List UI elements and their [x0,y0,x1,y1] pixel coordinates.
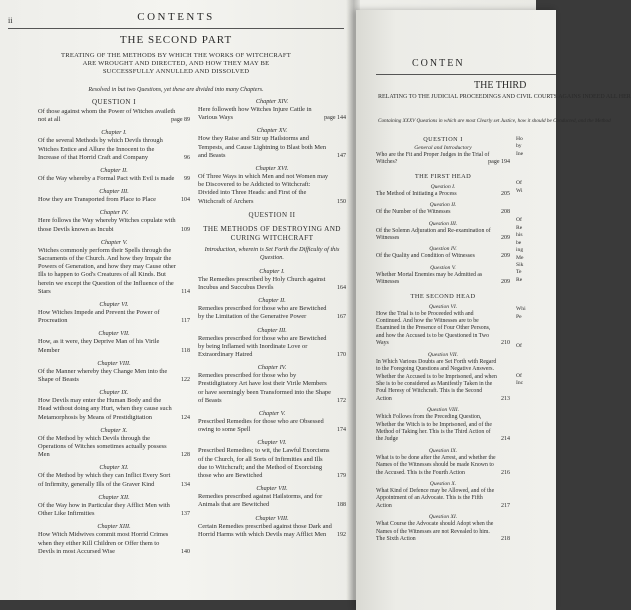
chapter-label: Question III. [428,220,458,227]
chapter-label: Question I. [430,183,456,190]
chapter-label: Chapter I. [101,129,127,137]
chapter-label: Question IV. [429,246,457,253]
cropped-text-fragment [516,329,536,336]
contents-entry [376,228,510,243]
chapter-label: Question X. [429,480,457,487]
chapter-label: Chapter I. [259,267,285,275]
entry-page-number: page 89 [171,117,190,124]
chapter-label: Question VIII. [426,407,459,414]
question-heading: QUESTION I [91,98,137,106]
contents-entry [198,305,346,321]
contents-entry [376,253,510,260]
entry-title: Of the Solemn Adjuration and Re-examination of Witnesses [376,227,491,242]
entry-list [198,268,346,539]
cropped-text-fragment: Re [516,276,523,283]
contents-entry [198,173,346,206]
chapter-label: Question XI. [428,514,458,521]
header-rule [8,28,344,29]
chapter-label: Chapter V. [100,238,128,246]
chapter-label: Chapter IV. [257,364,287,372]
page-number: ii [8,16,13,25]
entry-page-number: 209 [501,253,510,260]
entry-page-number: 170 [337,352,346,359]
cropped-text-fragment: Sik [516,261,524,268]
chapter-label: Chapter XV. [256,127,288,135]
contents-entry [198,447,346,480]
entry-page-number: 128 [181,452,190,459]
entry-title: Remedies prescribed for those who are Bewitched by the Limitation of the Generative Power [198,305,327,321]
entry-title: Of the Number of the Witnesses [376,209,451,216]
entry-page-number: 117 [181,318,190,325]
entry-title: Of the Way how in Particular they Afflict Men with Other Like Infirmities [38,501,170,518]
contents-entry [376,272,510,287]
entry-title: What is to be done after the Arrest, and whether the Names of the Witnesses should be made Known to the Accused. This is the Fourth Action [376,454,496,476]
contents-title: CONTEN [412,58,465,69]
entry-title: What Kind of Defence may be Allowed, and of the Appointment of an Advocate. This is the Fifth Action [376,487,495,509]
chapter-label: Chapter VIII. [97,359,131,367]
question-intro: Introduction, wherein is Set Forth the Difficulty of this Question. [204,245,340,261]
cropped-text-fragment: be [516,239,522,246]
entry-page-number: 150 [337,198,346,205]
entry-page-number: 140 [181,548,190,555]
entry-page-number: 96 [184,154,190,161]
entry-title: Here follows the Way whereby Witches copulate with those Devils known as Incubi [38,217,176,233]
question-heading: QUESTION II [248,210,296,219]
entry-page-number: 172 [337,397,346,404]
entry-page-number: 179 [337,473,346,480]
entry-title: Of Three Ways in which Men and not Women may be Discovered to be Addicted to Witchcraft: Divided into Three Heads: and First of the Witchcraft of Archers [198,173,329,205]
contents-entry [38,472,190,488]
chapter-label: Chapter IV. [99,209,129,217]
right-page [356,10,631,610]
cropped-text-fragment: Re [516,224,523,231]
cropped-text-fragment: Wi [516,187,523,194]
right-page-column [376,136,510,547]
entry-page-number: 174 [337,427,346,434]
contents-entry [198,523,346,539]
entry-title: Here followeth how Witches Injure Cattle in Various Ways [198,106,312,122]
entry-title: How Devils may enter the Human Body and the Head without doing any Hurt, when they cause such Metamorphosis by Means of Prestidigitation [38,397,172,421]
entry-page-number: 216 [501,469,510,476]
contents-entry [38,338,190,354]
entry-page-number: 104 [181,197,190,204]
cropped-text-fragment: Whi [516,306,526,313]
entry-page-number: 214 [501,436,510,443]
chapter-label: Question V. [430,264,456,271]
entry-page-number: 218 [501,536,510,542]
contents-entry [38,217,190,233]
cropped-text-fragment: Of [516,373,522,379]
left-column [38,98,190,561]
contents-entry [38,196,190,204]
entry-page-number: 114 [181,288,190,295]
entry-page-number: 109 [181,226,190,233]
cropped-text-fragment: Ho [516,136,523,142]
entry-title: Who are the Fit and Proper Judges in the Trial of Witches? [376,152,490,166]
chapter-label: Chapter XIV. [255,98,289,105]
cropped-text-fragment [516,366,536,373]
entry-list [376,152,510,167]
chapter-label: Chapter III. [257,326,287,334]
chapter-label: Chapter VI. [257,439,287,447]
entry-title: How the Trial is to be Proceeded with and Continued. And how the Witnesses are to be Examined in the Presence of Four Other Persons, and how the Accused is to be Questioned in Two Ways [376,310,491,347]
cropped-text-fragment [516,292,536,299]
part-title: THE THIRD [474,80,527,91]
entry-title: Of the Manner whereby they Change Men into the Shape of Beasts [38,367,168,384]
cropped-text-fragment [516,166,536,173]
chapter-label: Chapter VIII. [255,514,289,522]
cropped-text-fragment: Te [516,269,522,276]
contents-entry [198,335,346,360]
entry-page-number: page 144 [324,115,346,122]
chapter-label: Question VII. [427,351,459,358]
part-subtitle: TREATING OF THE METHODS BY WHICH THE WORKS OF WITCHCRAFT ARE WROUGHT AND DIRECTED, AND HOW THEY MAY BE SUCCESSFULLY ANNULLED AND DISSOLVED [61,52,291,76]
contents-entry [198,372,346,405]
chapter-label: Chapter XII. [98,493,130,501]
contents-entry [376,521,510,543]
chapter-label: Question IX. [428,447,458,454]
entry-title: How Witches Impede and Prevent the Power of Procreation [38,309,160,325]
contents-entry [38,108,190,124]
entry-title: Of the Method by which Devils through the Operations of Witches sometimes actually possess Men [38,434,167,459]
entry-page-number: 208 [501,209,510,216]
contents-entry [198,418,346,434]
entry-page-number: 99 [184,176,190,183]
entry-title: How they Raise and Stir up Hailstorms and Tempests, and Cause Lightning to Blast both Men and Beasts [198,135,327,159]
part-note: Resolved in but two Questions, yet these are divided into many Chapters. [88,87,264,93]
entry-title: Remedies prescribed for those who by Prestidigitatory Art have lost their Virile Members or have seemingly been Transformed into the Shape of Beasts [198,372,331,404]
entry-title: The Remedies prescribed by Holy Church against Incubus and Succubus Devils [198,275,326,292]
chapter-label: Chapter X. [100,426,128,434]
chapter-label: Question II. [429,202,457,209]
contents-entry [38,175,190,183]
cropped-text-fragment: Pe [516,313,522,320]
entry-page-number: 147 [337,152,346,159]
entry-page-number: 122 [181,377,190,384]
cropped-text-fragment: Ine [516,150,524,157]
contents-entry [198,276,346,292]
contents-entry [38,309,190,325]
entry-title: What Course the Advocate should Adopt when the Names of the Witnesses are not Revealed to him. The Sixth Action [376,521,494,542]
entry-page-number: 164 [337,285,346,292]
entry-list [38,108,190,556]
entry-title: Witches commonly perform their Spells through the Sacraments of the Church. And how they Impair the Powers of Generation, and how they may Cause other Ills to happen to God's Creatures of all Kinds. But herein we except the Question of the Influence of the Stars [38,246,176,295]
entry-page-number: 137 [181,511,190,518]
entry-title: Prescribed Remedies; to wit, the Lawful Exorcisms of the Church, for all Sorts of Infirmities and Ills due to Witchcraft; and the Method of Exorcising those who are Bewitched [198,447,330,480]
contents-entry [376,311,510,348]
contents-entry [376,455,510,477]
cropped-text-fragment [516,158,536,165]
head-title: THE SECOND HEAD [410,292,476,300]
entry-page-number: 167 [337,314,346,321]
cropped-text-fragment: Of [516,217,522,224]
cropped-text-fragment: by [516,143,522,150]
entry-title: The Method of Initiating a Process [376,190,457,197]
contents-entry [38,137,190,162]
question-subheading: General and Introductory [414,145,472,151]
entry-page-number: 217 [501,502,510,509]
entry-title: Certain Remedies prescribed against those Dark and Horrid Harms with which Devils may Afflict Men [198,522,332,538]
chapter-label: Chapter II. [258,297,286,305]
entry-list [376,304,510,544]
contents-entry [38,368,190,384]
cropped-text-fragment: Me [516,254,524,261]
entry-title: Whether Mortal Enemies may be Admitted as Witnesses [376,271,483,286]
chapter-label: Chapter VI. [99,301,129,309]
chapter-label: Chapter XVI. [255,165,289,173]
contents-entry [376,209,510,216]
chapter-label: Question VI. [428,303,458,310]
cropped-text-fragment: Inc [516,380,524,387]
chapter-label: Chapter V. [258,410,286,418]
entry-page-number: 118 [181,347,190,354]
contents-entry [38,397,190,422]
entry-list [198,98,346,206]
contents-entry [198,493,346,509]
entry-page-number: page 194 [488,159,510,166]
contents-entry [376,359,510,403]
entry-page-number: 213 [501,395,510,402]
cropped-text-fragment [516,358,536,365]
entry-page-number: 188 [337,502,346,509]
header-rule [376,74,556,75]
entry-title: How, as it were, they Deprive Man of his Virile Member [38,338,160,354]
entry-title: How Witch Midwives commit most Horrid Crimes when they either Kill Children or Offer them to Devils in most Accursed Wise [38,531,169,555]
entry-title: How they are Transported from Place to Place [38,196,157,204]
contents-entry [376,488,510,510]
cropped-text-fragment: ing [516,247,524,254]
entry-list [376,184,510,287]
cropped-text-fragment [516,203,536,210]
cropped-text-fragment: Of [516,343,522,350]
contents-entry [38,531,190,556]
entry-title: Of the Quality and Condition of Witnesses [376,253,475,260]
part-note: Containing XXXV Questions in which are most Clearly set Justice, how it should be Conducted, and the Method [378,118,611,124]
cropped-text-fragment [516,351,536,358]
cropped-text-fragment [516,195,536,202]
entry-title: Prescribed Remedies for those who are Obsessed owing to some Spell [198,418,324,434]
question-heading: QUESTION I [423,136,463,143]
cropped-text-fragment [516,321,536,328]
contents-entry [376,414,510,444]
entry-page-number: 192 [337,531,346,538]
contents-entry [198,135,346,160]
entry-title: Which Follows from the Preceding Question, Whether the Witch is to be Imprisoned, and of the Method of Taking her. This is the Third Action of the Judge [376,414,492,443]
chapter-label: Chapter IX. [99,389,129,397]
entry-title: In Which Various Doubts are Set Forth with Regard to the Foregoing Questions and Negative Answers. Whether the Accused is to be Imprisoned, and when She is to be considered as Manifestly Taken in the Foul Heresy of Witchcraft. This is the Second Action [376,358,497,402]
contents-entry [38,502,190,518]
chapter-label: Chapter III. [99,188,129,196]
chapter-label: Chapter II. [100,167,128,175]
contents-entry [38,435,190,460]
entry-title: Of those against whom the Power of Witches availeth not at all [38,108,176,124]
cropped-text-fragment: his [516,232,523,239]
entry-title: Remedies prescribed against Hailstorms, and for Animals that are Bewitched [198,493,323,509]
entry-page-number: 209 [501,235,510,242]
entry-page-number: 205 [501,190,510,197]
entry-title: Remedies prescribed for those who are Bewitched by being Inflamed with Inordinate Love or Extraordinary Hatred [198,334,327,359]
cropped-text-fragment [516,284,536,291]
entry-page-number: 210 [501,340,510,347]
part-title: THE SECOND PART [119,34,233,46]
head-title: THE FIRST HEAD [414,172,472,180]
entry-title: Of the Way whereby a Formal Pact with Evil is made [38,175,175,183]
contents-entry [376,191,510,198]
entry-page-number: 124 [181,414,190,421]
chapter-label: Chapter VII. [256,485,288,493]
chapter-label: Chapter VII. [98,330,130,338]
entry-page-number: 209 [501,279,510,286]
contents-entry [198,106,346,122]
entry-page-number: 134 [181,481,190,488]
question-title: THE METHODS OF DESTROYING AND CURING WITCHCRAFT [203,224,341,242]
right-column [198,98,346,544]
cropped-text-fragment [516,299,536,306]
cropped-text-fragment: Of [516,180,522,187]
part-subtitle: RELATING TO THE JUDICIAL PROCEEDINGS AND CIVIL COURTS AGAINS INDEED ALL HER [378,94,631,100]
entry-title: Of the Method by which they can Inflict Every Sort of Infirmity, generally Ills of the Graver Kind [38,472,171,488]
contents-title: CONTENTS [137,11,215,23]
chapter-label: Chapter XI. [99,464,129,472]
entry-title: Of the several Methods by which Devils through Witches Entice and Allure the Innocent to the Increase of that Horrid Craft and Company [38,137,163,161]
contents-entry [376,152,510,167]
cropped-column-edge [516,136,536,388]
chapter-label: Chapter XIII. [97,523,131,531]
contents-entry [38,247,190,296]
